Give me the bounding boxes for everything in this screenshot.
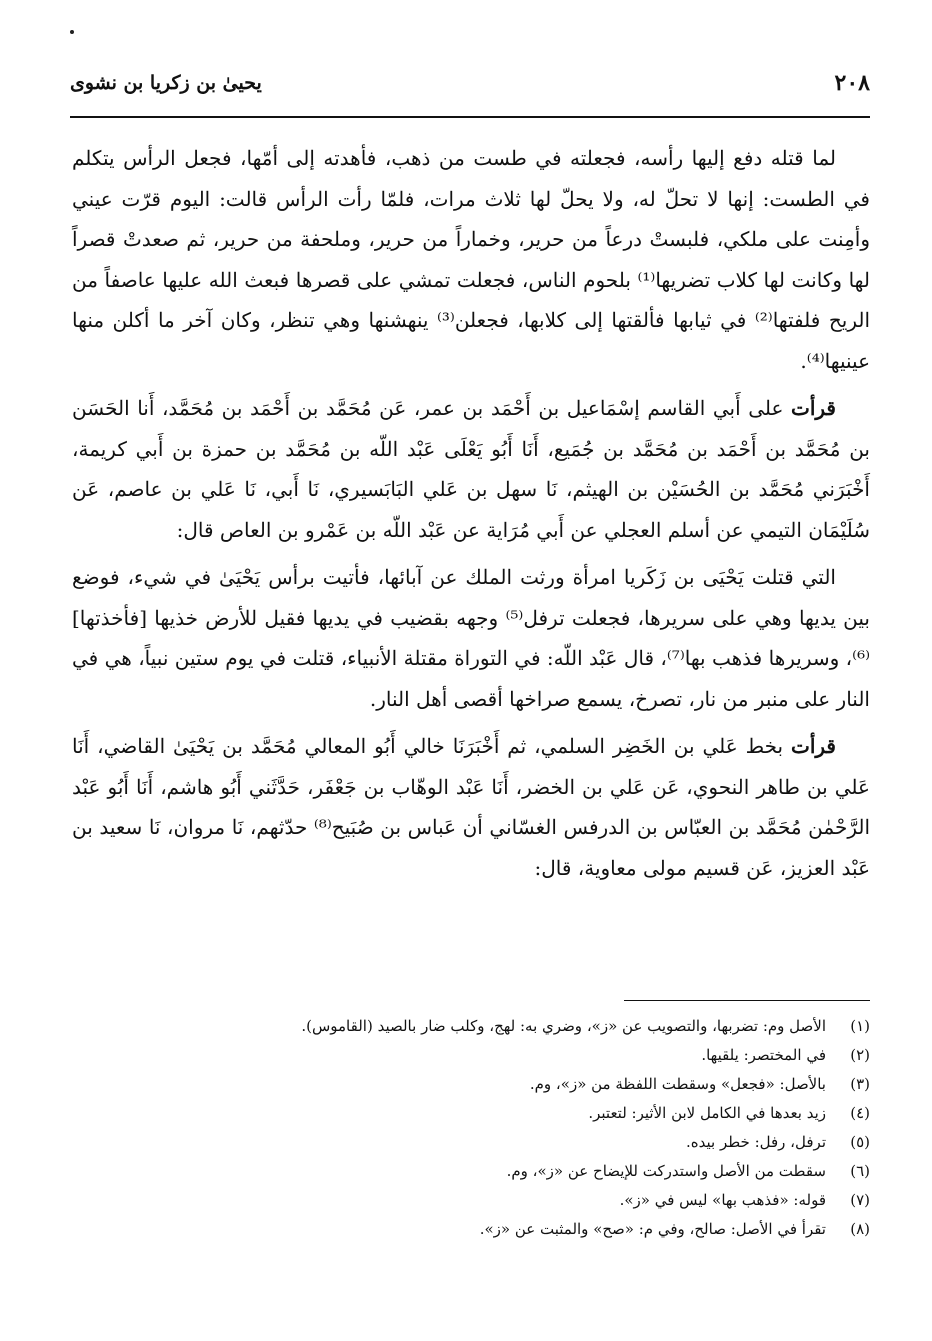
running-title: يحيىٰ بن زكريا بن نشوى (70, 72, 262, 94)
paragraph-3 (72, 557, 870, 719)
footnote-7 (72, 1186, 870, 1215)
page-header (70, 70, 870, 104)
paragraph-2 (72, 388, 870, 550)
footnote-text: الأصل وم: تضربها، والتصويب عن «ز»، وضري به: لهج، وكلب ضار بالصيد (القاموس). (301, 1017, 826, 1035)
header-rule (70, 116, 870, 118)
footnote-number: (٥) (850, 1133, 870, 1151)
footnote-1 (72, 1012, 870, 1041)
footnote-3 (72, 1070, 870, 1099)
footnote-number: (٨) (850, 1220, 870, 1238)
footnote-number: (٣) (850, 1075, 870, 1093)
body-text (72, 138, 870, 888)
footnotes (72, 1012, 870, 1244)
footnote-number: (٤) (850, 1104, 870, 1122)
footnote-number: (٦) (850, 1162, 870, 1180)
footnote-number: (٢) (850, 1046, 870, 1064)
footnote-number: (٧) (850, 1191, 870, 1209)
footnote-text: ترفل، رفل: خطر بيده. (685, 1133, 826, 1151)
paragraph-lead-word: قرأت (791, 396, 836, 420)
paragraph-lead-word: قرأت (791, 734, 836, 758)
footnote-text: قوله: «فذهب بها» ليس في «ز». (619, 1191, 826, 1209)
footnote-8 (72, 1215, 870, 1244)
footnote-text: سقطت من الأصل واستدركت للإيضاح عن «ز»، وم. (506, 1162, 826, 1180)
footnote-6 (72, 1157, 870, 1186)
stray-ink-dot (70, 30, 74, 34)
footnote-number: (١) (850, 1017, 870, 1035)
paragraph-1 (72, 138, 870, 381)
paragraph-text: على أَبي القاسم إسْمَاعيل بن أَحْمَد بن عمر، عَن مُحَمَّد بن أَحْمَد بن مُحَمَّد، أَنا الحَسَن بن مُحَمَّد بن أَحْمَد بن مُحَمَّد بن جُمَيع، أَنَا أَبُو يَعْلَى عَبْد اللّه بن مُحَمَّد بن حمزة بن أَبي كريمة، أَخْبَرَني مُحَمَّد بن الحُسَيْن بن الهيثم، نَا سهل بن عَلي البَابَسيري، نَا أَبي، نَا عَلي بن عاصم، عَن سُلَيْمَان التيمي عن أسلم العجلي عن أَبي مُرَاية عن عَبْد اللّه بن عَمْرو بن العاص قال: (72, 396, 870, 542)
page-number: ٢٠٨ (834, 70, 870, 96)
footnote-2 (72, 1041, 870, 1070)
footnote-text: تقرأ في الأصل: صالح، وفي م: «صح» والمثبت عن «ز». (479, 1220, 826, 1238)
paragraph-4 (72, 726, 870, 888)
paragraph-text: بخط عَلي بن الخَضِر السلمي، ثم أَخْبَرَنَا خالي أَبُو المعالي مُحَمَّد بن يَحْيَىٰ القاضي، أَنَا عَلي بن طاهر النحوي، عَن عَلي بن الخضر، أَنَا عَبْد الوهّاب بن جَعْفَر، حَدَّثَني أَبُو هاشم، أَنَا أَبُو عَبْد الرَّحْمٰن مُحَمَّد بن العبّاس بن الدرفس الغسّاني أن عَباس بن صُبَيح⁽⁸⁾ حدّثهم، نَا مروان، نَا سعيد بن عَبْد العزيز، عَن قسيم مولى معاوية، قال: (72, 734, 871, 880)
paragraph-text: لما قتله دفع إليها رأسه، فجعلته في طست من ذهب، فأهدته إلى أمّها، فجعل الرأس يتكلم في الطست: إنها لا تحلّ له، ولا يحلّ لها ثلاث مرات، فلمّا رأت الرأس قالت: اليوم قرّت عيني وأمِنت على ملكي، فلبستْ درعاً من حرير، وخماراً من حرير، وملحفة من حرير، ثم صعدتْ قصراً لها وكانت لها كلاب تضريها⁽¹⁾ بلحوم الناس، فجعلت تمشي على قصرها فبعث الله عليها عاصفاً من الريح فلفتها⁽²⁾ في ثيابها فألقتها إلى كلابها، فجعلن⁽³⁾ ينهشنها وهي تنظر، وكان آخر ما أكلن منها عينيها⁽⁴⁾. (72, 146, 871, 373)
footnote-5 (72, 1128, 870, 1157)
footnote-4 (72, 1099, 870, 1128)
paragraph-text: التي قتلت يَحْيَى بن زَكَريا امرأة ورثت الملك عن آبائها، فأتيت برأس يَحْيَىٰ في شيء، فوضع بين يديها وهي على سريرها، فجعلت ترفل⁽⁵⁾ وجهه بقضيب في يديها فقيل للأرض خذيها [فأخذتها]⁽⁶⁾، وسريرها فذهب بها⁽⁷⁾، قال عَبْد اللّه: في التوراة مقتلة الأنبياء، قتلت في يوم ستين نبياً، هي في النار على منبر من نار، تصرخ، يسمع صراخها أقصى أهل النار. (72, 565, 871, 711)
footnote-text: زيد بعدها في الكامل لابن الأثير: لتعتبر. (588, 1104, 826, 1122)
footnote-rule (624, 1000, 870, 1001)
footnote-text: بالأصل: «فجعل» وسقطت اللفظة من «ز»، وم. (529, 1075, 826, 1093)
footnote-text: في المختصر: يلقيها. (701, 1046, 826, 1064)
